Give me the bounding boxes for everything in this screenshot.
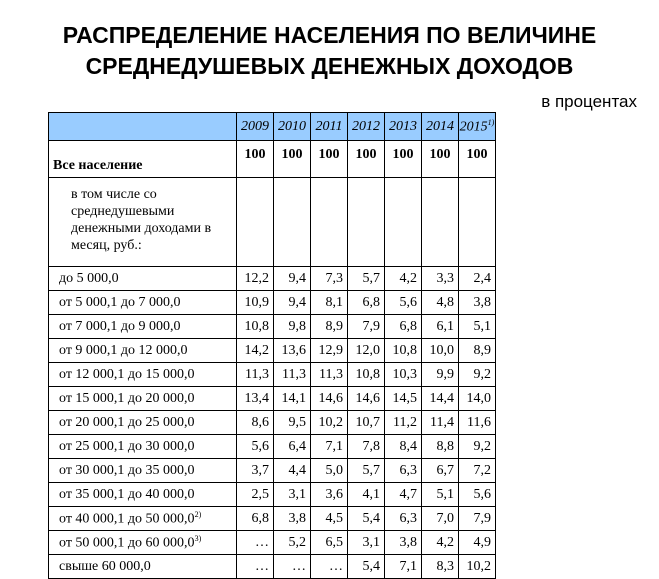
cell-value: 10,9 — [237, 291, 274, 315]
row-label — [49, 291, 237, 315]
cell-value: 8,1 — [311, 291, 348, 315]
cell-value: 7,2 — [459, 459, 496, 483]
cell-value: 12,2 — [237, 267, 274, 291]
cell-value: 4,4 — [274, 459, 311, 483]
table-row — [49, 291, 496, 315]
cell-value: 5,0 — [311, 459, 348, 483]
cell-value: 14,4 — [422, 387, 459, 411]
row-label-text: от 40 000,1 до 50 000,0 — [59, 511, 195, 527]
cell-value: 6,3 — [385, 459, 422, 483]
cell-value: 10,2 — [311, 411, 348, 435]
row-label — [49, 387, 237, 411]
cell-value: 5,6 — [385, 291, 422, 315]
row-label-text: от 15 000,1 до 20 000,0 — [59, 390, 195, 406]
cell-value: 9,4 — [274, 267, 311, 291]
row-label-text: до 5 000,0 — [59, 270, 119, 286]
empty-cell — [422, 178, 459, 267]
table-row — [49, 507, 496, 531]
cell-value: … — [237, 531, 274, 555]
cell-value: 10,8 — [385, 339, 422, 363]
row-label — [49, 555, 237, 579]
row-label — [49, 459, 237, 483]
empty-cell — [385, 178, 422, 267]
footnote-mark: 1) — [487, 117, 495, 127]
row-label — [49, 531, 237, 555]
total-value: 100 — [422, 141, 459, 178]
row-label-text: от 35 000,1 до 40 000,0 — [59, 486, 195, 502]
cell-value: 8,6 — [237, 411, 274, 435]
total-value: 100 — [385, 141, 422, 178]
row-label-text: от 25 000,1 до 30 000,0 — [59, 438, 195, 454]
cell-value: 13,6 — [274, 339, 311, 363]
year-header: 2014 — [422, 113, 459, 141]
row-label-text: от 9 000,1 до 12 000,0 — [59, 342, 188, 358]
total-value: 100 — [274, 141, 311, 178]
empty-cell — [348, 178, 385, 267]
cell-value: 14,2 — [237, 339, 274, 363]
cell-value: 8,4 — [385, 435, 422, 459]
cell-value: 3,1 — [274, 483, 311, 507]
cell-value: 4,8 — [422, 291, 459, 315]
row-label — [49, 483, 237, 507]
table-row — [49, 483, 496, 507]
cell-value: 10,3 — [385, 363, 422, 387]
empty-cell — [311, 178, 348, 267]
cell-value: … — [311, 555, 348, 579]
cell-value: 9,4 — [274, 291, 311, 315]
row-label-text: от 20 000,1 до 25 000,0 — [59, 414, 195, 430]
cell-value: 5,1 — [459, 315, 496, 339]
cell-value: 4,9 — [459, 531, 496, 555]
row-label — [49, 435, 237, 459]
cell-value: 5,4 — [348, 507, 385, 531]
cell-value: 9,8 — [274, 315, 311, 339]
cell-value: 8,9 — [311, 315, 348, 339]
table-row — [49, 531, 496, 555]
cell-value: 9,9 — [422, 363, 459, 387]
cell-value: 2,5 — [237, 483, 274, 507]
year-header: 2013 — [385, 113, 422, 141]
cell-value: 6,8 — [237, 507, 274, 531]
cell-value: 14,6 — [311, 387, 348, 411]
year-header: 2010 — [274, 113, 311, 141]
cell-value: 4,1 — [348, 483, 385, 507]
total-value: 100 — [311, 141, 348, 178]
cell-value: 11,2 — [385, 411, 422, 435]
cell-value: 6,1 — [422, 315, 459, 339]
cell-value: 10,7 — [348, 411, 385, 435]
note-label: в том числе со среднедушевыми денежными доходами в месяц, руб.: — [49, 178, 237, 267]
row-label — [49, 339, 237, 363]
cell-value: 9,2 — [459, 363, 496, 387]
cell-value: 5,6 — [237, 435, 274, 459]
total-value: 100 — [348, 141, 385, 178]
cell-value: 7,0 — [422, 507, 459, 531]
row-label-text: от 30 000,1 до 35 000,0 — [59, 462, 195, 478]
empty-cell — [459, 178, 496, 267]
cell-value: 6,8 — [348, 291, 385, 315]
table-row — [49, 387, 496, 411]
cell-value: 4,7 — [385, 483, 422, 507]
table-row — [49, 555, 496, 579]
cell-value: 3,8 — [274, 507, 311, 531]
table-row — [49, 363, 496, 387]
cell-value: 11,3 — [311, 363, 348, 387]
table-row — [49, 339, 496, 363]
cell-value: 14,5 — [385, 387, 422, 411]
row-label-text: от 12 000,1 до 15 000,0 — [59, 366, 195, 382]
cell-value: 9,2 — [459, 435, 496, 459]
cell-value: 3,8 — [385, 531, 422, 555]
cell-value: 4,2 — [385, 267, 422, 291]
cell-value: 5,6 — [459, 483, 496, 507]
cell-value: 13,4 — [237, 387, 274, 411]
row-label — [49, 363, 237, 387]
cell-value: 11,4 — [422, 411, 459, 435]
cell-value: 6,5 — [311, 531, 348, 555]
empty-cell — [237, 178, 274, 267]
cell-value: 6,7 — [422, 459, 459, 483]
cell-value: … — [237, 555, 274, 579]
cell-value: 7,9 — [348, 315, 385, 339]
cell-value: 5,1 — [422, 483, 459, 507]
page-title — [0, 20, 659, 82]
cell-value: 7,1 — [311, 435, 348, 459]
year-header — [459, 113, 496, 141]
cell-value: 14,1 — [274, 387, 311, 411]
year-label: 2015 — [459, 119, 488, 135]
cell-value: 3,3 — [422, 267, 459, 291]
row-label-text: свыше 60 000,0 — [59, 558, 151, 574]
empty-cell — [274, 178, 311, 267]
title-line-1: РАСПРЕДЕЛЕНИЕ НАСЕЛЕНИЯ ПО ВЕЛИЧИНЕ — [62, 22, 597, 48]
cell-value: 14,0 — [459, 387, 496, 411]
year-header: 2009 — [237, 113, 274, 141]
total-label: Все население — [49, 141, 237, 178]
row-label — [49, 315, 237, 339]
cell-value: 7,3 — [311, 267, 348, 291]
total-value: 100 — [459, 141, 496, 178]
cell-value: 12,9 — [311, 339, 348, 363]
cell-value: 4,2 — [422, 531, 459, 555]
row-label-text: от 5 000,1 до 7 000,0 — [59, 294, 181, 310]
cell-value: 8,9 — [459, 339, 496, 363]
footnote-mark: 2) — [194, 509, 202, 519]
cell-value: 10,2 — [459, 555, 496, 579]
table-row — [49, 435, 496, 459]
cell-value: 9,5 — [274, 411, 311, 435]
cell-value: 11,3 — [274, 363, 311, 387]
cell-value: 6,8 — [385, 315, 422, 339]
note-row — [49, 178, 496, 267]
cell-value: 2,4 — [459, 267, 496, 291]
header-blank-cell — [49, 113, 237, 141]
units-subtitle: в процентах — [541, 92, 637, 111]
cell-value: 7,8 — [348, 435, 385, 459]
table-row — [49, 411, 496, 435]
cell-value: 6,3 — [385, 507, 422, 531]
cell-value: 12,0 — [348, 339, 385, 363]
cell-value: 3,6 — [311, 483, 348, 507]
income-distribution-table — [48, 112, 496, 579]
cell-value: 8,3 — [422, 555, 459, 579]
table-row — [49, 315, 496, 339]
cell-value: 11,3 — [237, 363, 274, 387]
year-header: 2012 — [348, 113, 385, 141]
cell-value: 10,0 — [422, 339, 459, 363]
cell-value: 5,7 — [348, 459, 385, 483]
row-label-text: от 7 000,1 до 9 000,0 — [59, 318, 181, 334]
cell-value: 5,7 — [348, 267, 385, 291]
cell-value: 10,8 — [348, 363, 385, 387]
year-header: 2011 — [311, 113, 348, 141]
cell-value: 14,6 — [348, 387, 385, 411]
cell-value: 10,8 — [237, 315, 274, 339]
total-row — [49, 141, 496, 178]
cell-value: 11,6 — [459, 411, 496, 435]
cell-value: 7,1 — [385, 555, 422, 579]
row-label — [49, 411, 237, 435]
cell-value: 3,7 — [237, 459, 274, 483]
cell-value: 6,4 — [274, 435, 311, 459]
row-label — [49, 267, 237, 291]
cell-value: 3,8 — [459, 291, 496, 315]
row-label-text: от 50 000,1 до 60 000,0 — [59, 535, 195, 551]
cell-value: 4,5 — [311, 507, 348, 531]
cell-value: 3,1 — [348, 531, 385, 555]
row-label — [49, 507, 237, 531]
footnote-mark: 3) — [194, 533, 202, 543]
header-row — [49, 113, 496, 141]
cell-value: … — [274, 555, 311, 579]
cell-value: 7,9 — [459, 507, 496, 531]
cell-value: 5,4 — [348, 555, 385, 579]
cell-value: 8,8 — [422, 435, 459, 459]
total-value: 100 — [237, 141, 274, 178]
table-row — [49, 459, 496, 483]
cell-value: 5,2 — [274, 531, 311, 555]
table-row — [49, 267, 496, 291]
title-line-2: СРЕДНЕДУШЕВЫХ ДЕНЕЖНЫХ ДОХОДОВ — [85, 53, 574, 79]
